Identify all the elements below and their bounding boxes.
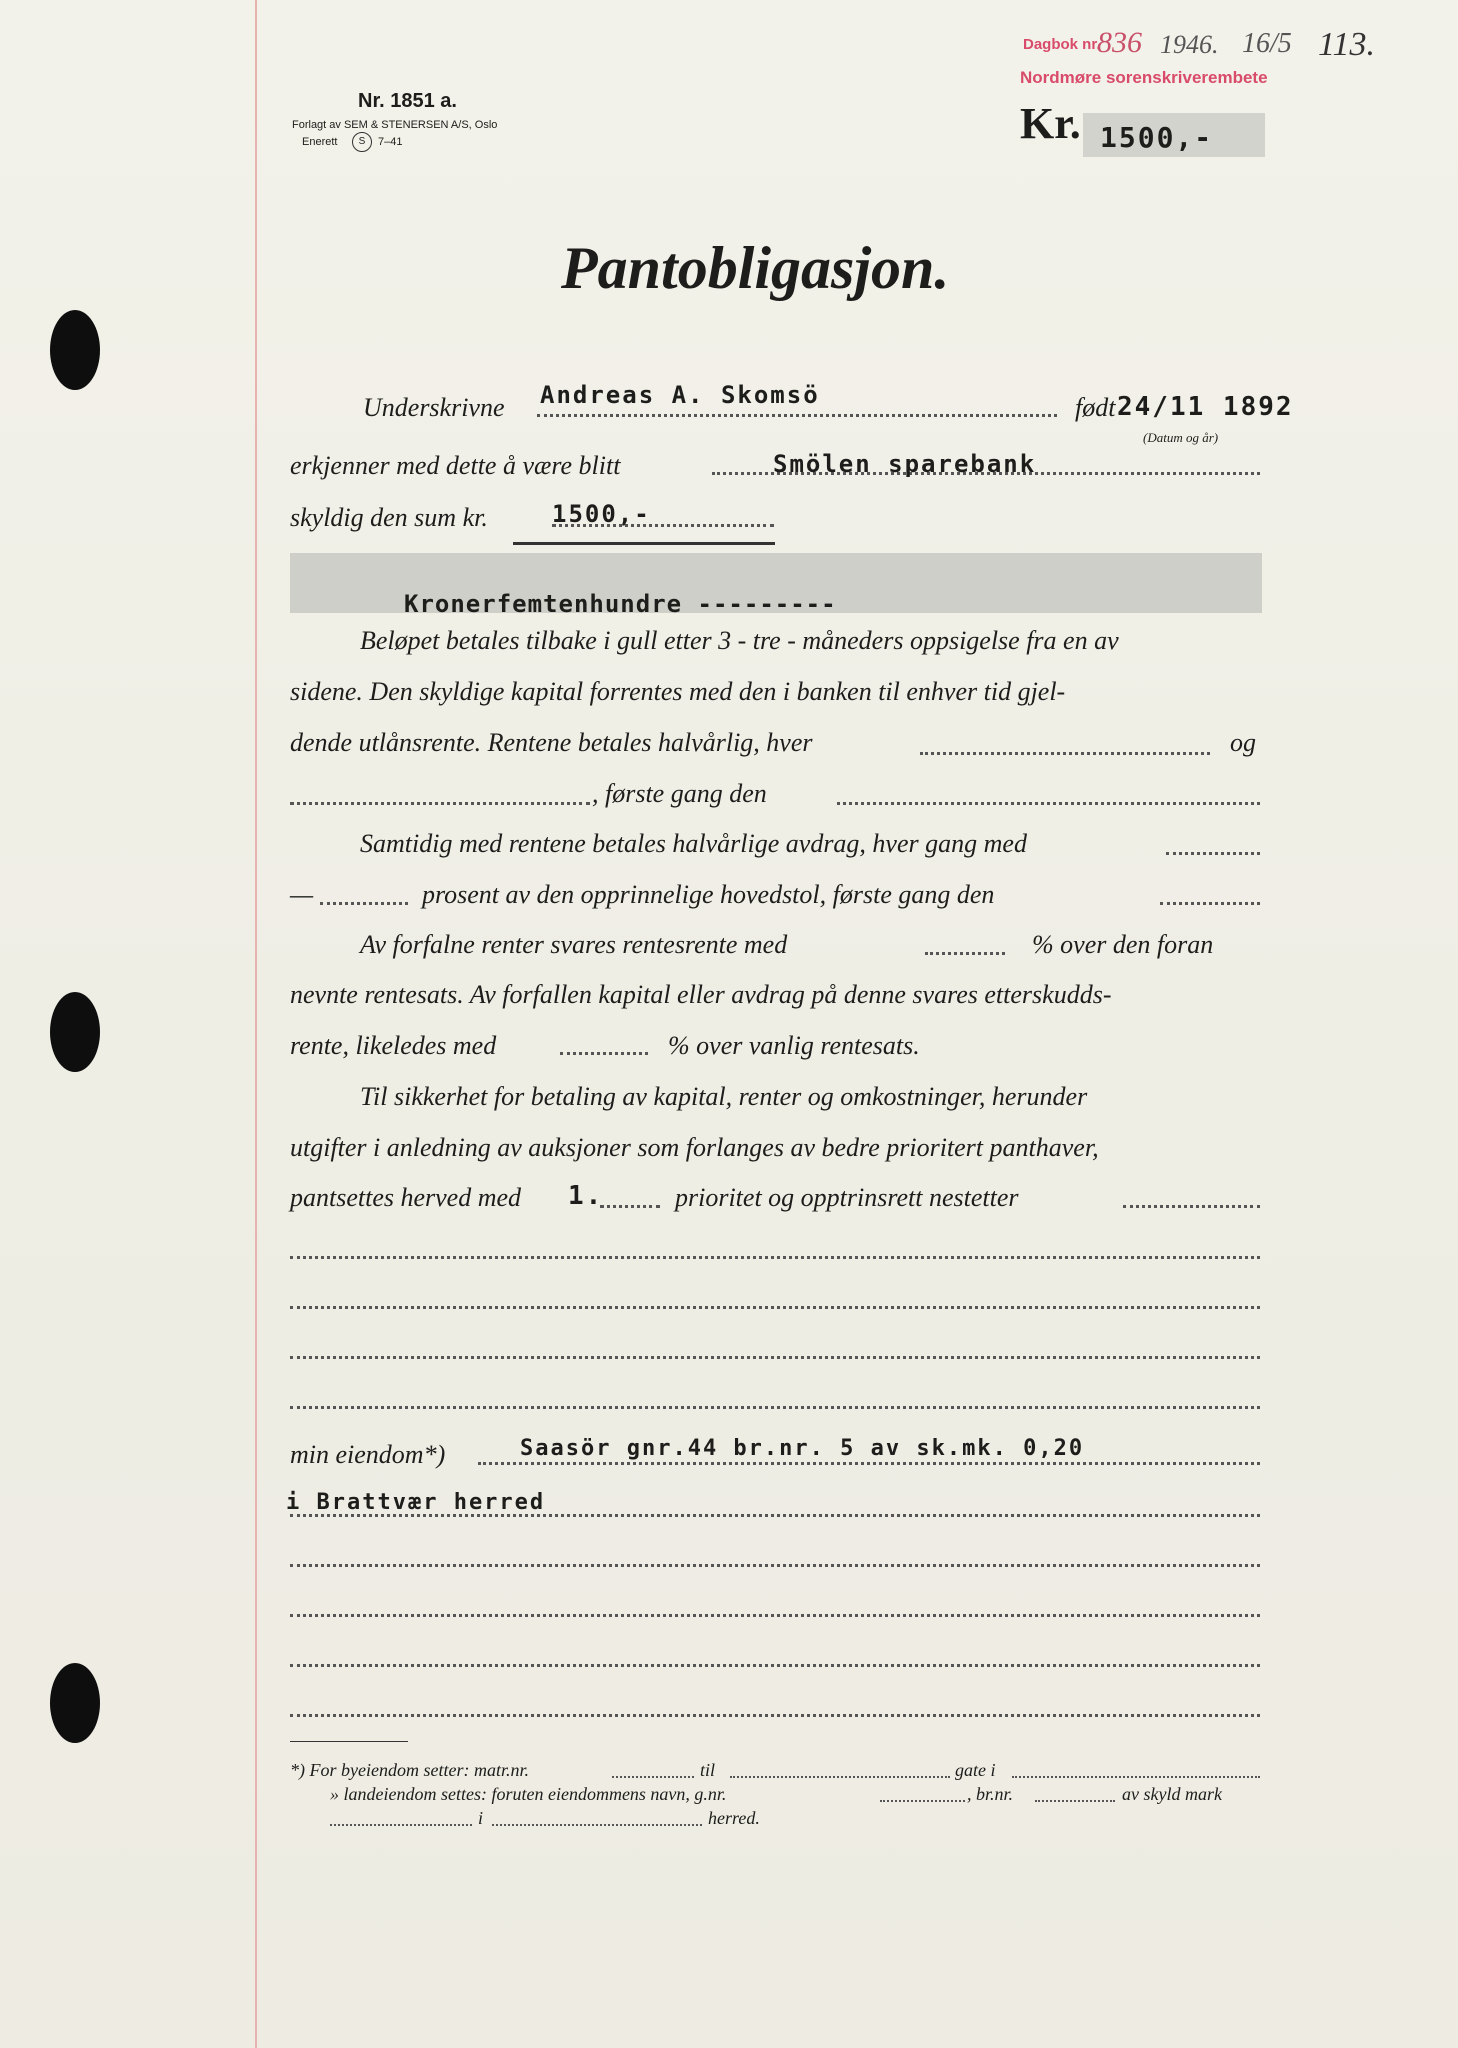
body-line-4: , første gang den bbox=[592, 779, 767, 808]
amount-words: Kronerfemtenhundre --------- bbox=[404, 590, 837, 618]
fill-line bbox=[537, 414, 1057, 417]
footnote-line-1-til: til bbox=[700, 1760, 716, 1780]
kr-label: Kr. bbox=[1020, 99, 1081, 148]
footnote-line-3-i: i bbox=[478, 1808, 484, 1828]
fill-line bbox=[330, 1824, 472, 1826]
body-line-5: Samtidig med rentene betales halvårlige avdrag, hver gang med bbox=[360, 829, 1027, 858]
fill-line bbox=[730, 1776, 950, 1778]
acknowledge-label: erkjenner med dette å være blitt bbox=[290, 451, 621, 480]
priority-value: 1. bbox=[568, 1181, 604, 1211]
born-hint: (Datum og år) bbox=[1143, 430, 1219, 445]
body-line-9: rente, likeledes med bbox=[290, 1031, 497, 1060]
body-line-3-end: og bbox=[1230, 728, 1256, 757]
footnote-line-1-gate: gate i bbox=[955, 1760, 996, 1780]
footnote-line-2-brnr: , br.nr. bbox=[967, 1784, 1014, 1804]
body-line-1: Beløpet betales tilbake i gull etter 3 - tre - måneders oppsigelse fra en av bbox=[360, 626, 1119, 655]
fill-line bbox=[925, 952, 1005, 955]
fill-line bbox=[1123, 1205, 1260, 1208]
body-line-9-end: % over vanlig rentesats. bbox=[668, 1031, 920, 1060]
body-line-11: utgifter i anledning av auksjoner som forlanges av bedre prioritert panthaver, bbox=[290, 1133, 1099, 1162]
fill-line bbox=[290, 1406, 1260, 1409]
fill-line bbox=[612, 1776, 694, 1778]
born-value: 24/11 1892 bbox=[1117, 392, 1294, 422]
amount-value: 1500,- bbox=[552, 500, 651, 528]
fill-line bbox=[1166, 852, 1260, 855]
publisher-seal-icon: S bbox=[352, 132, 372, 152]
fill-line bbox=[880, 1800, 965, 1802]
fill-line bbox=[920, 752, 1210, 755]
page-number: 113. bbox=[1318, 26, 1375, 63]
form-number: Nr. 1851 a. bbox=[358, 90, 457, 112]
amount-underline bbox=[513, 542, 775, 545]
fill-line bbox=[290, 1564, 1260, 1567]
footnote-line-2: » landeiendom settes: foruten eiendommens navn, g.nr. bbox=[330, 1784, 727, 1804]
footnote-rule bbox=[290, 1741, 408, 1742]
fill-line bbox=[290, 1614, 1260, 1617]
stamp-date: 16/5 bbox=[1242, 28, 1292, 59]
body-line-2: sidene. Den skyldige kapital forrentes med den i banken til enhver tid gjel- bbox=[290, 677, 1066, 706]
fill-line bbox=[290, 1714, 1260, 1717]
fill-line bbox=[290, 1356, 1260, 1359]
body-line-6-dash: — bbox=[290, 880, 314, 909]
fill-line bbox=[290, 1514, 1260, 1517]
fill-line bbox=[290, 802, 590, 805]
fill-line bbox=[478, 1462, 1260, 1465]
body-line-7-end: % over den foran bbox=[1032, 930, 1214, 959]
creditor-value: Smölen sparebank bbox=[773, 450, 1037, 478]
date-code: 7–41 bbox=[378, 136, 403, 148]
body-line-3: dende utlånsrente. Rentene betales halvårlig, hver bbox=[290, 728, 813, 757]
body-line-6: prosent av den opprinnelige hovedstol, første gang den bbox=[422, 880, 995, 909]
red-margin-line bbox=[255, 0, 257, 2048]
footnote-line-3-end: herred. bbox=[708, 1808, 760, 1828]
fill-line bbox=[290, 1664, 1260, 1667]
body-line-12: pantsettes herved med bbox=[290, 1183, 522, 1212]
fill-line bbox=[1035, 1800, 1115, 1802]
property-label: min eiendom*) bbox=[290, 1440, 446, 1469]
fill-line bbox=[290, 1256, 1260, 1259]
born-label: født bbox=[1075, 393, 1116, 422]
fill-line bbox=[560, 1052, 648, 1055]
body-line-8: nevnte rentesats. Av forfallen kapital eller avdrag på denne svares etterskudds- bbox=[290, 980, 1112, 1009]
property-value: Saasör gnr.44 br.nr. 5 av sk.mk. 0,20 bbox=[520, 1436, 1085, 1461]
fill-line bbox=[837, 802, 1260, 805]
footnote-line-1: *) For byeiendom setter: matr.nr. bbox=[290, 1760, 529, 1780]
stamp-year: 1946. bbox=[1160, 30, 1219, 59]
stamp-number: 836 bbox=[1097, 26, 1142, 59]
fill-line bbox=[600, 1205, 660, 1208]
body-line-10: Til sikkerhet for betaling av kapital, renter og omkostninger, herunder bbox=[360, 1082, 1088, 1111]
footnote-line-2-end: av skyld mark bbox=[1122, 1784, 1222, 1804]
punch-hole-bottom bbox=[50, 1663, 100, 1743]
body-line-12-end: prioritet og opptrinsrett nestetter bbox=[675, 1183, 1019, 1212]
punch-hole-top bbox=[50, 310, 100, 390]
undersigned-value: Andreas A. Skomsö bbox=[540, 381, 820, 409]
undersigned-label: Underskrivne bbox=[363, 393, 505, 422]
fill-line bbox=[320, 902, 408, 905]
stamp-dagbok-label: Dagbok nr. bbox=[1023, 36, 1101, 53]
kr-amount: 1500,- bbox=[1100, 121, 1214, 154]
fill-line bbox=[492, 1824, 702, 1826]
publisher-line: Forlagt av SEM & STENERSEN A/S, Oslo bbox=[292, 119, 498, 131]
body-line-7: Av forfalne renter svares rentesrente med bbox=[360, 930, 788, 959]
fill-line bbox=[1012, 1776, 1260, 1778]
document-title: Pantobligasjon. bbox=[561, 235, 950, 301]
owe-label: skyldig den sum kr. bbox=[290, 503, 488, 532]
fill-line bbox=[290, 1306, 1260, 1309]
enerett-label: Enerett bbox=[302, 136, 338, 148]
punch-hole-middle bbox=[50, 992, 100, 1072]
fill-line bbox=[1160, 902, 1260, 905]
stamp-office: Nordmøre sorenskriverembete bbox=[1020, 68, 1268, 87]
district-value: i Brattvær herred bbox=[286, 1490, 546, 1515]
